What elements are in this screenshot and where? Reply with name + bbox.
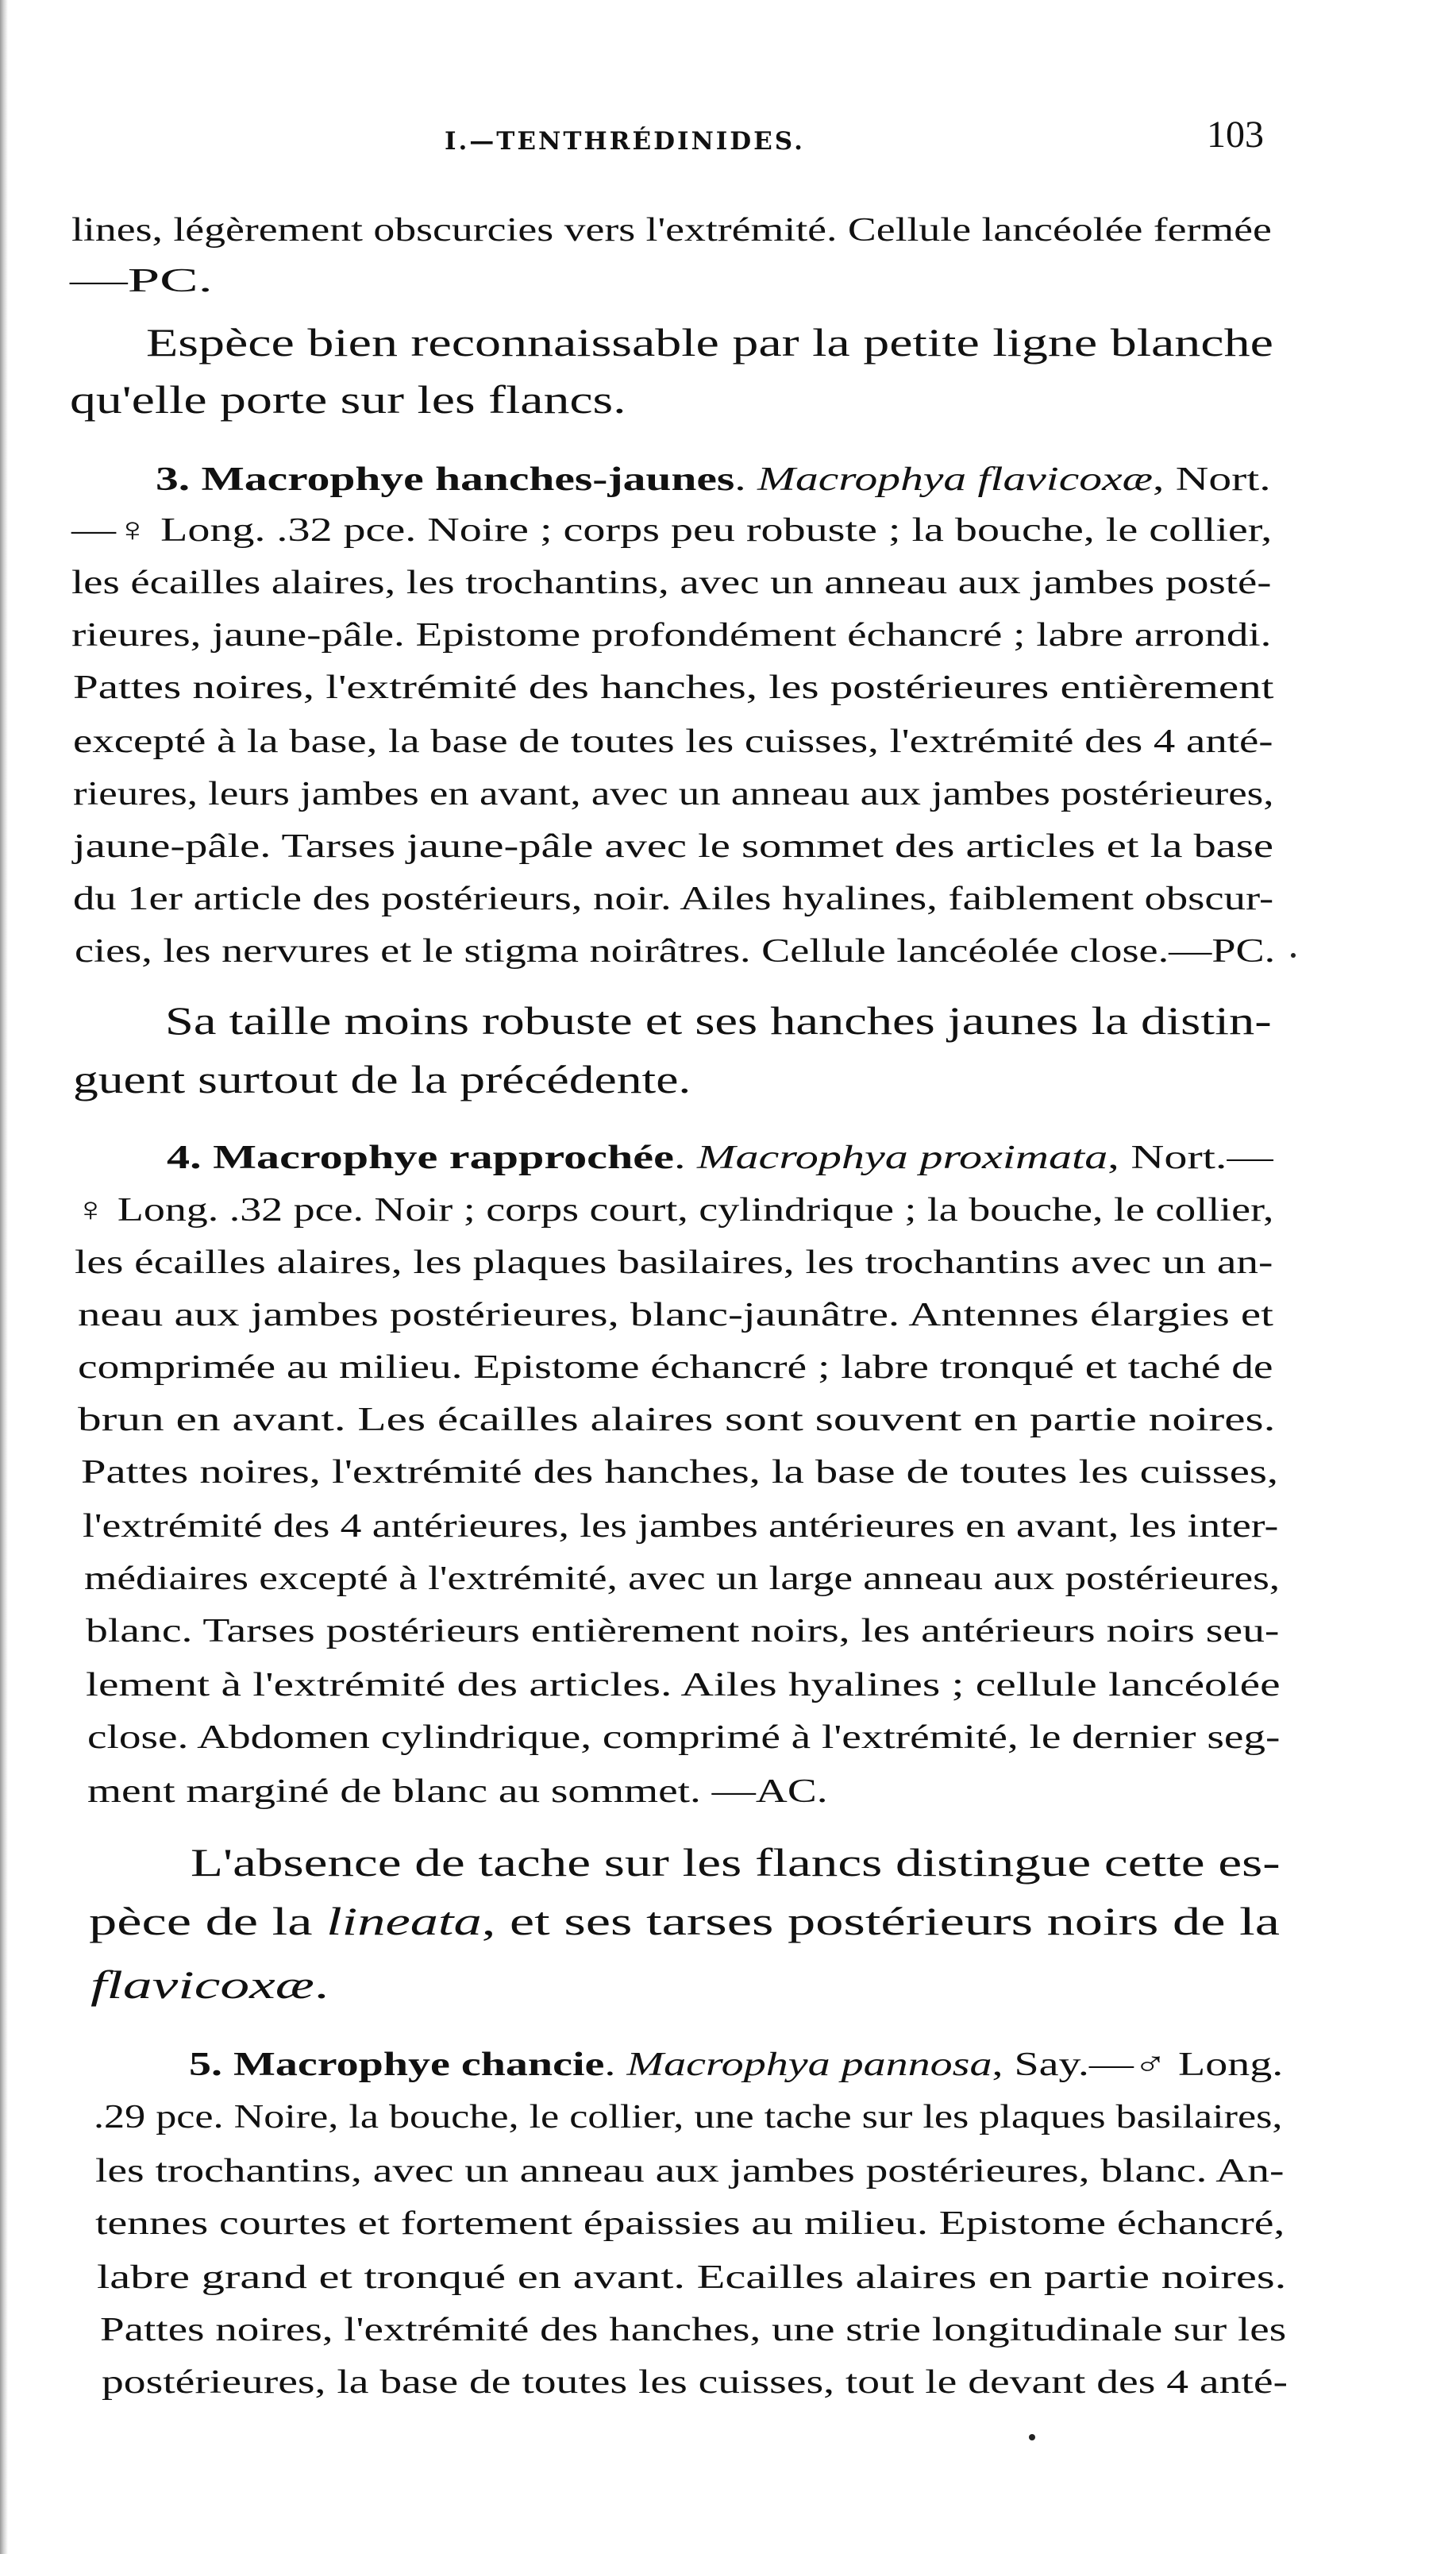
line-text: les écailles alaires, les trochantins, avec un anneau aux jambes posté- [71,565,1272,601]
text-line [73,828,1273,866]
line-text: cies, les nervures et le stigma noirâtres. Cellule lancéolée close.—PC. [75,933,1276,970]
text-line [70,376,626,422]
text-line [95,2152,1285,2190]
heading-separator: . [734,461,758,498]
text-line [94,2098,1282,2136]
text-line [73,723,1273,761]
page-gutter-shadow [0,0,8,2554]
text-line [156,461,1271,499]
line-text: qu'elle porte sur les flancs. [70,377,626,422]
line-text: —♀ Long. .32 pce. Noire ; corps peu robuste ; la bouche, le collier, [71,512,1273,549]
text-line [100,2311,1286,2349]
text-line [71,564,1271,602]
text-line [73,775,1273,813]
line-text: blanc. Tarses postérieurs entièrement noirs, les antérieurs noirs seu- [86,1613,1280,1649]
line-text: close. Abdomen cylindrique, comprimé à l'extrémité, le dernier seg- [87,1719,1281,1756]
line-text: , et ses tarses postérieurs noirs de la [481,1899,1280,1943]
text-line [165,997,1272,1044]
text-line [95,2205,1285,2243]
heading-separator: . [673,1140,698,1176]
line-text: lement à l'extrémité des articles. Ailes hyalines ; cellule lancéolée [86,1667,1281,1703]
line-text: guent surtout de la précédente. [73,1057,691,1101]
line-text: l'extrémité des 4 antérieures, les jambes antérieures en avant, les inter- [83,1508,1279,1545]
line-text: , Nort.— [1107,1140,1273,1176]
page-number: 103 [1207,114,1264,156]
text-line [91,1962,329,2008]
text-line [81,1453,1278,1491]
line-text: ♀ Long. .32 pce. Noir ; corps court, cylindrique ; la bouche, le collier, [75,1192,1274,1229]
latin-name: Macrophya flavicoxæ [757,461,1153,498]
line-text: jaune-pâle. Tarses jaune-pâle avec le sommet des articles et la base [73,828,1273,865]
text-line [167,1139,1273,1177]
text-line [73,669,1274,707]
text-line [71,211,1272,249]
line-text: neau aux jambes postérieures, blanc-jaunâtre. Antennes élargies et [78,1297,1273,1333]
species-number: 3. [156,461,202,498]
text-line [78,1296,1273,1334]
line-text: .29 pce. Noire, la bouche, le collier, une tache sur les plaques basilaires, [94,2099,1283,2135]
text-line [146,319,1273,365]
line-text: labre grand et tronqué en avant. Ecailles alaires en partie noires. [97,2259,1287,2296]
line-text: médiaires excepté à l'extrémité, avec un large anneau aux postérieures, [84,1561,1281,1597]
text-line [71,511,1272,550]
text-line [86,1612,1279,1650]
print-speck [1029,2434,1035,2440]
line-text: lines, légèrement obscurcies vers l'extrémité. Cellule lancéolée fermée [71,212,1272,249]
text-line [97,2259,1286,2297]
text-line [84,1560,1280,1598]
line-text: Pattes noires, l'extrémité des hanches, la base de toutes les cuisses, [81,1454,1279,1491]
text-line [191,1839,1281,1885]
line-text: Espèce bien reconnaissable par la petite ligne blanche [146,320,1273,365]
text-line [73,880,1273,918]
text-line [75,932,1275,970]
line-text: comprimée au milieu. Epistome échancré ; labre tronqué et taché de [78,1349,1273,1386]
line-text: pèce de la [89,1899,327,1943]
line-text: tennes courtes et fortement épaissies au milieu. Epistome échancré, [95,2205,1285,2242]
text-line [102,2363,1288,2402]
text-line [87,1773,828,1811]
italic-term: lineata [326,1899,482,1943]
print-speck [1291,953,1296,958]
latin-name: Macrophya pannosa [626,2047,992,2083]
line-text: brun en avant. Les écailles alaires sont souvent en partie noires. [78,1402,1276,1438]
line-text: L'absence de tache sur les flancs distingue cette es- [191,1840,1281,1885]
species-heading: Macrophye chancie [233,2047,605,2083]
line-text: . [314,1962,329,2007]
italic-term: flavicoxæ [91,1962,314,2007]
heading-separator: . [604,2047,627,2083]
line-text: du 1er article des postérieurs, noir. Ailes hyalines, faiblement obscur- [73,881,1274,917]
text-line [70,262,213,300]
line-text: rieures, leurs jambes en avant, avec un anneau aux jambes postérieures, [73,776,1274,812]
line-text: Sa taille moins robuste et ses hanches jaunes la distin- [165,998,1272,1043]
text-line [86,1666,1281,1704]
line-text: Pattes noires, l'extrémité des hanches, les postérieures entièrement [73,669,1274,706]
line-text: , Say.—♂ Long. [992,2047,1284,2083]
text-line [78,1401,1275,1439]
species-number: 5. [189,2047,234,2083]
text-line [75,1244,1273,1282]
line-text: les écailles alaires, les plaques basilaires, les trochantins avec un an- [75,1244,1273,1281]
line-text: rieures, jaune-pâle. Epistome profondément échancré ; labre arrondi. [71,617,1272,654]
species-heading: Macrophye hanches-jaunes [201,461,735,498]
text-line [89,1898,1280,1944]
running-head: I.—TENTHRÉDINIDES. [445,127,805,156]
species-heading: Macrophye rapprochée [213,1140,674,1176]
text-line [87,1719,1280,1757]
latin-name: Macrophya proximata [697,1140,1108,1176]
text-line [73,1056,691,1102]
line-text: , Nort. [1152,461,1271,498]
text-line [78,1348,1273,1387]
line-text: Pattes noires, l'extrémité des hanches, une strie longitudinale sur les [100,2312,1287,2348]
line-text: les trochantins, avec un anneau aux jambes postérieures, blanc. An- [95,2153,1285,2189]
line-text: ment marginé de blanc au sommet. —AC. [87,1773,828,1810]
text-line [71,616,1271,654]
text-line [75,1191,1273,1229]
line-text: —PC. [70,263,213,299]
line-text: postérieures, la base de toutes les cuisses, tout le devant des 4 anté- [102,2364,1288,2401]
line-text: excepté à la base, la base de toutes les cuisses, l'extrémité des 4 anté- [73,723,1273,760]
text-line [83,1507,1278,1545]
species-number: 4. [167,1140,214,1176]
text-line [189,2046,1283,2084]
